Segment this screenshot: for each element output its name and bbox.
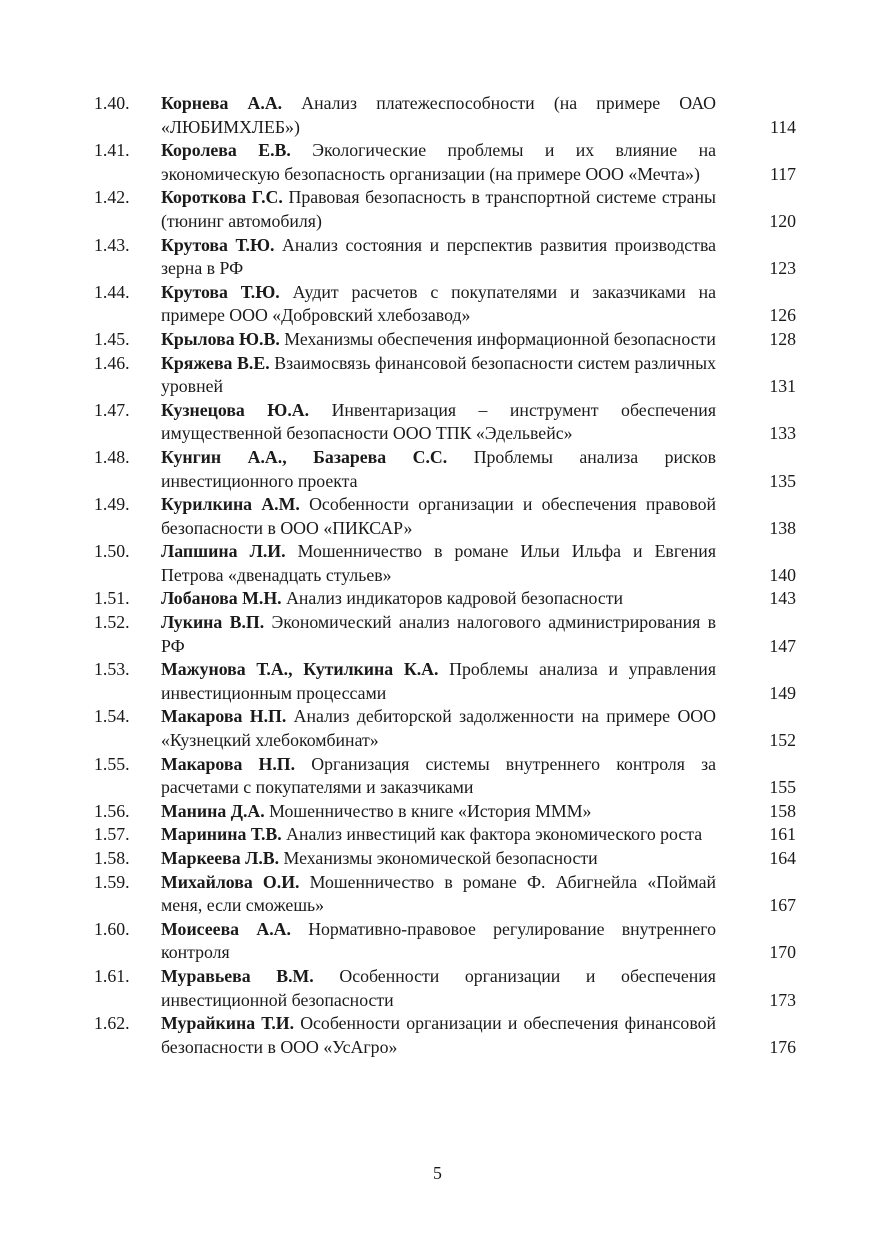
page-number: 5 xyxy=(433,1163,442,1183)
entry-number: 1.50. xyxy=(94,541,130,562)
entry-number: 1.48. xyxy=(94,446,130,467)
toc-entry xyxy=(94,493,800,540)
entry-author: Лапшина Л.И. xyxy=(161,541,286,562)
entry-text xyxy=(161,399,716,446)
entry-title: Механизмы экономической безопасности xyxy=(283,848,598,868)
toc-entry xyxy=(94,139,800,186)
entry-text xyxy=(161,352,716,399)
toc-entry xyxy=(94,658,800,705)
entry-text xyxy=(161,186,716,233)
entry-number: 1.52. xyxy=(94,612,130,633)
entry-author: Кунгин А.А., Базарева С.С. xyxy=(161,446,448,467)
table-of-contents xyxy=(94,92,800,1059)
toc-entry xyxy=(94,800,800,824)
entry-author: Крылова Ю.В. xyxy=(161,328,280,349)
entry-page: 120 xyxy=(769,210,796,231)
entry-text xyxy=(161,446,716,493)
toc-entry xyxy=(94,352,800,399)
entry-title: Мошенничество в романе Ильи Ильфа и Евгения Петрова «двенадцать стульев» xyxy=(161,541,716,585)
entry-text xyxy=(161,658,716,705)
entry-page: 140 xyxy=(769,564,796,585)
toc-entry xyxy=(94,1012,800,1059)
entry-title: Особенности организации и обеспечения правовой безопасности в ООО «ПИКСАР» xyxy=(161,494,716,538)
entry-page: 123 xyxy=(769,258,796,279)
entry-page: 131 xyxy=(769,376,796,397)
entry-page: 126 xyxy=(769,305,796,326)
entry-author: Короткова Г.С. xyxy=(161,187,283,208)
toc-entry xyxy=(94,587,800,611)
entry-page: 114 xyxy=(769,116,796,137)
entry-text xyxy=(161,328,716,352)
toc-entry xyxy=(94,92,800,139)
entry-text xyxy=(161,753,716,800)
entry-page: 152 xyxy=(769,730,796,751)
entry-number: 1.59. xyxy=(94,871,130,892)
entry-author: Крутова Т.Ю. xyxy=(161,281,280,302)
entry-text xyxy=(161,587,716,611)
entry-number: 1.57. xyxy=(94,824,130,845)
entry-title: Взаимосвязь финансовой безопасности систем различных уровней xyxy=(161,352,716,397)
entry-title: Анализ платежеспособности (на примере ОАО «ЛЮБИМХЛЕБ») xyxy=(161,93,717,137)
entry-author: Крутова Т.Ю. xyxy=(161,234,275,255)
entry-author: Кряжева В.Е. xyxy=(161,352,270,373)
entry-title: Проблемы анализа и управления инвестиционным процессами xyxy=(161,659,716,703)
entry-text xyxy=(161,705,716,752)
toc-entry xyxy=(94,540,800,587)
entry-page: 158 xyxy=(769,800,796,821)
entry-author: Маринина Т.В. xyxy=(161,824,282,845)
toc-entry xyxy=(94,186,800,233)
entry-title: Экономический анализ налогового администрирования в РФ xyxy=(161,612,716,656)
entry-text xyxy=(161,281,716,328)
entry-number: 1.55. xyxy=(94,753,130,774)
entry-author: Макарова Н.П. xyxy=(161,706,287,727)
entry-author: Корнева А.А. xyxy=(161,93,283,113)
entry-title: Анализ индикаторов кадровой безопасности xyxy=(286,588,624,609)
entry-title: Проблемы анализа рисков инвестиционного проекта xyxy=(161,446,716,491)
entry-page: 147 xyxy=(769,635,796,656)
entry-text xyxy=(161,800,716,824)
entry-number: 1.62. xyxy=(94,1013,130,1034)
entry-text xyxy=(161,918,716,965)
entry-title: Особенности организации и обеспечения финансовой безопасности в ООО «УсАгро» xyxy=(161,1013,716,1057)
entry-page: 155 xyxy=(769,777,796,798)
toc-entry xyxy=(94,847,800,871)
entry-text xyxy=(161,493,716,540)
entry-page: 173 xyxy=(769,989,796,1010)
entry-number: 1.45. xyxy=(94,328,130,349)
entry-title: Анализ состояния и перспектив развития производства зерна в РФ xyxy=(161,234,716,279)
entry-author: Маркеева Л.В. xyxy=(161,848,280,868)
entry-number: 1.60. xyxy=(94,918,130,939)
entry-title: Анализ инвестиций как фактора экономического роста xyxy=(286,824,703,845)
entry-title: Механизмы обеспечения информационной безопасности xyxy=(284,328,716,349)
entry-text xyxy=(161,1012,716,1059)
entry-title: Особенности организации и обеспечения инвестиционной безопасности xyxy=(161,965,716,1010)
entry-page: 143 xyxy=(769,588,796,609)
entry-title: Мошенничество в романе Ф. Абигнейла «Поймай меня, если сможешь» xyxy=(161,871,716,916)
entry-author: Манина Д.А. xyxy=(161,800,265,821)
entry-page: 149 xyxy=(769,682,796,703)
entry-title: Экологические проблемы и их влияние на экономическую безопасность организации (на примере ООО «Мечта») xyxy=(161,140,716,184)
entry-title: Анализ дебиторской задолженности на примере ООО «Кузнецкий хлебокомбинат» xyxy=(161,706,716,751)
entry-number: 1.42. xyxy=(94,187,130,208)
entry-number: 1.53. xyxy=(94,659,130,680)
entry-author: Королева Е.В. xyxy=(161,140,291,161)
entry-author: Моисеева А.А. xyxy=(161,918,291,939)
entry-number: 1.47. xyxy=(94,399,130,420)
toc-entry xyxy=(94,234,800,281)
entry-text xyxy=(161,871,716,918)
entry-author: Михайлова О.И. xyxy=(161,871,300,892)
toc-entry xyxy=(94,871,800,918)
toc-entry xyxy=(94,918,800,965)
toc-entry xyxy=(94,753,800,800)
entry-number: 1.44. xyxy=(94,281,130,302)
entry-text xyxy=(161,139,716,186)
entry-number: 1.56. xyxy=(94,800,130,821)
entry-page: 170 xyxy=(769,942,796,963)
entry-text xyxy=(161,965,716,1012)
entry-number: 1.40. xyxy=(94,93,130,113)
entry-page: 135 xyxy=(769,470,796,491)
entry-page: 128 xyxy=(769,328,796,349)
entry-page: 117 xyxy=(769,163,796,184)
toc-entry xyxy=(94,328,800,352)
toc-entry xyxy=(94,399,800,446)
toc-entry xyxy=(94,965,800,1012)
entry-page: 176 xyxy=(769,1036,796,1057)
toc-entry xyxy=(94,823,800,847)
entry-title: Нормативно-правовое регулирование внутреннего контроля xyxy=(161,918,716,963)
entry-page: 133 xyxy=(769,423,796,444)
entry-author: Муравьева В.М. xyxy=(161,965,314,986)
entry-title: Организация системы внутреннего контроля за расчетами с покупателями и заказчиками xyxy=(161,753,716,798)
entry-number: 1.46. xyxy=(94,352,130,373)
entry-text xyxy=(161,92,716,139)
entry-title: Правовая безопасность в транспортной системе страны (тюнинг автомобиля) xyxy=(161,187,716,231)
entry-title: Мошенничество в книге «История МММ» xyxy=(269,800,592,821)
toc-entry xyxy=(94,705,800,752)
entry-text xyxy=(161,234,716,281)
toc-entry xyxy=(94,611,800,658)
entry-author: Лукина В.П. xyxy=(161,612,265,633)
entry-author: Лобанова М.Н. xyxy=(161,588,282,609)
entry-author: Макарова Н.П. xyxy=(161,753,296,774)
entry-title: Аудит расчетов с покупателями и заказчиками на примере ООО «Добровский хлебозавод» xyxy=(161,281,716,326)
entry-number: 1.49. xyxy=(94,494,130,515)
entry-page: 138 xyxy=(769,517,796,538)
toc-entry xyxy=(94,446,800,493)
entry-author: Мажунова Т.А., Кутилкина К.А. xyxy=(161,659,439,680)
entry-page: 167 xyxy=(769,895,796,916)
entry-text xyxy=(161,611,716,658)
entry-author: Кузнецова Ю.А. xyxy=(161,399,310,420)
entry-number: 1.51. xyxy=(94,588,130,609)
entry-text xyxy=(161,823,716,847)
entry-page: 161 xyxy=(769,824,796,845)
entry-title: Инвентаризация – инструмент обеспечения имущественной безопасности ООО ТПК «Эдельвейс» xyxy=(161,399,716,444)
entry-number: 1.41. xyxy=(94,140,130,161)
entry-page: 164 xyxy=(769,848,796,868)
entry-number: 1.54. xyxy=(94,706,130,727)
entry-author: Мурайкина Т.И. xyxy=(161,1013,295,1034)
entry-author: Курилкина А.М. xyxy=(161,494,300,515)
entry-number: 1.58. xyxy=(94,848,130,868)
entry-number: 1.43. xyxy=(94,234,130,255)
toc-entry xyxy=(94,281,800,328)
entry-number: 1.61. xyxy=(94,965,130,986)
entry-text xyxy=(161,540,716,587)
entry-text xyxy=(161,847,716,871)
